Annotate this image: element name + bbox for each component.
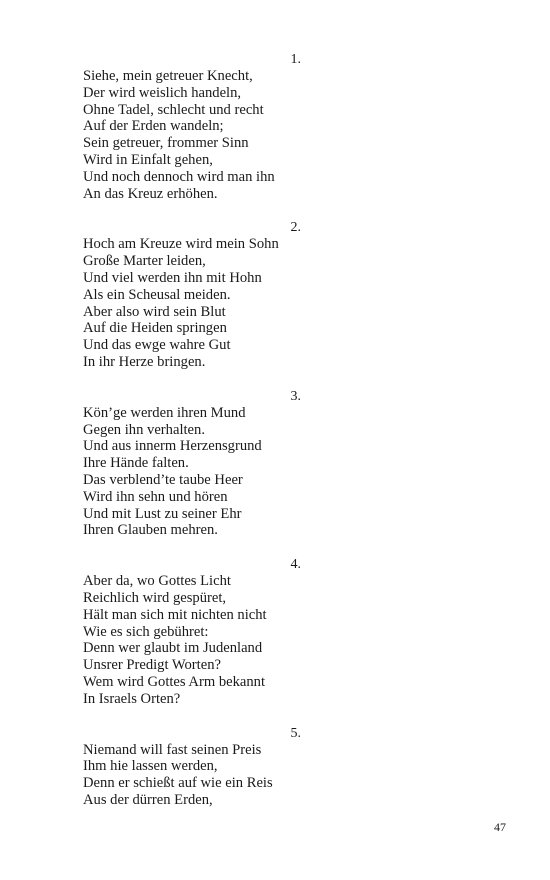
verse-line: Auf der Erden wandeln; — [83, 118, 224, 135]
stanza-1 — [83, 51, 303, 202]
verse-line: Ihren Glauben mehren. — [83, 522, 218, 539]
verse-line: Reichlich wird gespüret, — [83, 589, 227, 606]
page-number: 47 — [494, 820, 506, 834]
verse-line: Sein getreuer, frommer Sinn — [83, 135, 249, 152]
verse-line: Kön’ge werden ihren Mund — [83, 404, 246, 421]
stanza-4 — [83, 556, 303, 707]
verse-line: Siehe, mein getreuer Knecht, — [83, 68, 253, 84]
verse-line: Und viel werden ihn mit Hohn — [83, 269, 262, 286]
verse-line: Und aus innerm Herzensgrund — [83, 438, 262, 455]
verse-line: Hält man sich mit nichten nicht — [83, 606, 267, 623]
verse-line: Der wird weislich handeln, — [83, 84, 242, 101]
stanza-number: 2. — [290, 220, 301, 236]
verse-line: In ihr Herze bringen. — [83, 353, 206, 370]
hymn-text — [83, 51, 303, 809]
verse-line: Und noch dennoch wird man ihn — [83, 168, 275, 185]
verse-line: An das Kreuz erhöhen. — [83, 185, 218, 202]
stanza-number: 5. — [290, 725, 301, 741]
verse-line: Große Marter leiden, — [83, 253, 206, 270]
stanza-number: 4. — [290, 557, 301, 573]
verse-line: Aber da, wo Gottes Licht — [83, 573, 231, 590]
verse-line: Ihre Hände falten. — [83, 455, 189, 472]
verse-line: Das verblend’te taube Heer — [83, 471, 243, 488]
stanza-5 — [83, 725, 303, 809]
verse-line: In Israels Orten? — [83, 690, 181, 707]
verse-line: Und das ewge wahre Gut — [83, 337, 231, 354]
verse-line: Ohne Tadel, schlecht und recht — [83, 101, 264, 118]
verse-line: Denn wer glaubt im Judenland — [83, 640, 263, 657]
verse-line: Ihm hie lassen werden, — [83, 758, 218, 775]
verse-line: Aus der dürren Erden, — [83, 791, 213, 808]
verse-line: Wem wird Gottes Arm bekannt — [83, 673, 266, 690]
verse-line: Niemand will fast seinen Preis — [83, 741, 262, 758]
stanza-number: 3. — [290, 388, 301, 404]
stanza-3 — [83, 388, 303, 539]
verse-line: Aber also wird sein Blut — [83, 303, 226, 320]
verse-line: Wird in Einfalt gehen, — [83, 151, 213, 168]
stanza-number: 1. — [290, 52, 301, 67]
verse-line: Wie es sich gebühret: — [83, 623, 209, 640]
stanza-2 — [83, 219, 303, 370]
verse-line: Als ein Scheusal meiden. — [83, 286, 231, 303]
verse-line: Wird ihn sehn und hören — [83, 488, 228, 505]
verse-line: Unsrer Predigt Worten? — [83, 657, 221, 674]
verse-line: Gegen ihn verhalten. — [83, 421, 205, 438]
verse-line: Denn er schießt auf wie ein Reis — [83, 775, 273, 792]
verse-line: Hoch am Kreuze wird mein Sohn — [83, 236, 279, 253]
verse-line: Auf die Heiden springen — [83, 320, 227, 337]
verse-line: Und mit Lust zu seiner Ehr — [83, 505, 242, 522]
